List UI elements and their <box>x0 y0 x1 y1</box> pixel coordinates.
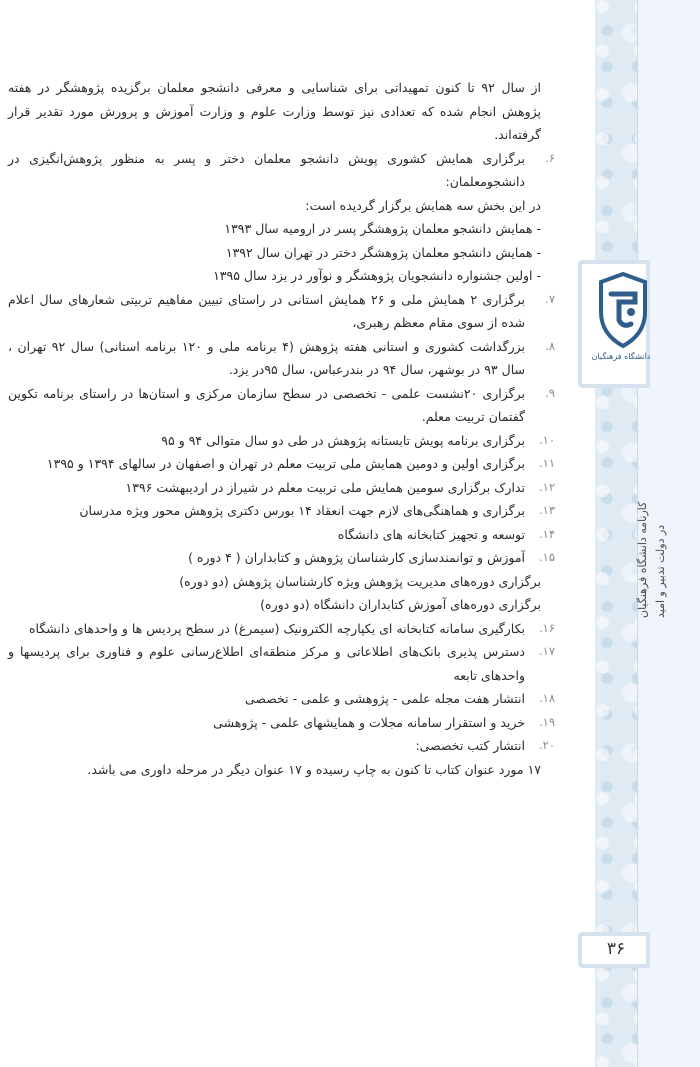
list-item: ۱۶. بکارگیری سامانه کتابخانه ای یکپارچه الکترونیک (سیمرغ) در سطح پردیس ها و واحدهای دانشگاه <box>8 617 541 641</box>
item-number: ۱۲. <box>538 479 555 494</box>
list-item: ۹. برگزاری ۲۰نشست علمی - تخصصی در سطح سازمان مرکزی و استان‌ها در راستای برنامه تکوین گفتمان تربیت معلم. <box>8 382 541 429</box>
item-number: ۱۹. <box>538 714 555 729</box>
item-number: ۹. <box>545 385 555 400</box>
list-item: ۱۰. برگزاری برنامه پویش تابستانه پژوهش در طی دو سال متوالی ۹۴ و ۹۵ <box>8 429 541 453</box>
main-text <box>8 76 555 781</box>
vertical-title-line-2: در دولت تدبیر و امید <box>654 524 667 618</box>
logo-caption: دانشگاه فرهنگیان <box>591 352 651 361</box>
item-number: ۱۰. <box>538 432 555 447</box>
item-number: ۶. <box>545 150 555 165</box>
item-number: ۱۶. <box>538 620 555 635</box>
list-item: ۱۴. توسعه و تجهیز کتابخانه های دانشگاه <box>8 523 541 547</box>
vertical-title-line-1: کارنامه دانشگاه فرهنگیان <box>636 501 649 618</box>
list-item: ۸. بزرگداشت کشوری و استانی هفته پژوهش (۴ برنامه ملی و ۱۲۰ برنامه استانی) سال ۹۲ تهران ، سال ۹۳ در بوشهر، سال ۹۴ در بندرعباس، سال ۹۵در یزد. <box>8 335 541 382</box>
sub-list-item: - اولین جشنواره دانشجویان پژوهشگر و نوآور در یزد سال ۱۳۹۵ <box>213 268 541 283</box>
list-item: ۷. برگزاری ۲ همایش ملی و ۲۶ همایش استانی در راستای تبیین مفاهیم تربیتی شعارهای سال اعلام شده از سوی مقام معظم رهبری، <box>8 288 541 335</box>
sub-list-item: - همایش دانشجو معلمان پژوهشگر پسر در ارومیه سال ۱۳۹۳ <box>224 221 541 236</box>
vertical-book-title <box>620 392 690 622</box>
item-number: ۱۳. <box>538 503 555 517</box>
item-number: ۷. <box>545 291 555 306</box>
item15-detail: برگزاری دوره‌های آموزش کتابداران دانشگاه (دو دوره) <box>260 597 541 612</box>
page-number: ۳۶ <box>606 939 626 959</box>
item-number: ۱۴. <box>538 526 555 541</box>
intro-paragraph: از سال ۹۲ تا کنون تمهیداتی برای شناسایی و معرفی دانشجو معلمان برگزیده پژوهشگر در هفته پژوهش انجام شده که تعدادی نیز توسط وزارت علوم و وزارت آموزش و پرورش مورد تقدیر قرار گرفته‌اند. <box>8 80 541 142</box>
closing-paragraph: ۱۷ مورد عنوان کتاب تا کنون به چاپ رسیده و ۱۷ عنوان دیگر در مرحله داوری می باشد. <box>87 761 541 777</box>
sub-list-item: - همایش دانشجو معلمان پژوهشگر دختر در تهران سال ۱۳۹۲ <box>225 244 541 260</box>
item-number: ۱۱. <box>538 456 555 470</box>
list-item: ۶. برگزاری همایش کشوری پویش دانشجو معلمان دختر و پسر به منظور پژوهش‌انگیزی در دانشجومعلمان: <box>8 147 541 194</box>
list-item: ۱۵. آموزش و توانمندسازی کارشناسان پژوهش و کتابداران ( ۴ دوره ) <box>8 546 541 570</box>
item-number: ۸. <box>545 338 555 353</box>
list-item: ۱۷. دسترس پذیری بانک‌های اطلاعاتی و مرکز منطقه‌ای اطلاع‌رسانی علوم و فناوری برای پردیسها و واحدهای تابعه <box>8 640 541 687</box>
list-item: ۱۲. تدارک برگزاری سومین همایش ملی تربیت معلم در شیراز در اردیبهشت ۱۳۹۶ <box>8 476 541 500</box>
list-item: ۱۳. برگزاری و هماهنگی‌های لازم جهت انعقاد ۱۴ بورس دکتری پژوهش محور ویژه مدرسان <box>8 499 541 523</box>
item-number: ۲۰. <box>538 738 555 752</box>
list-item: ۱۸. انتشار هفت مجله علمی - پژوهشی و علمی - تخصصی <box>8 687 541 711</box>
sub-intro: در این بخش سه همایش برگزار گردیده است: <box>305 197 541 213</box>
list-item: ۲۰. انتشار کتب تخصصی: <box>8 734 541 758</box>
list-item: ۱۹. خرید و استقرار سامانه مجلات و همایشهای علمی - پژوهشی <box>8 711 541 735</box>
item-number: ۱۸. <box>538 691 555 705</box>
item-number: ۱۷. <box>538 644 555 658</box>
list-item: ۱۱. برگزاری اولین و دومین همایش ملی تربیت معلم در تهران و اصفهان در سالهای ۱۳۹۴ و ۱۳۹۵ <box>8 452 541 476</box>
item15-detail: برگزاری دوره‌های مدیریت پژوهش ویژه کارشناسان پژوهش (دو دوره) <box>179 573 541 589</box>
item-number: ۱۵. <box>538 550 555 564</box>
